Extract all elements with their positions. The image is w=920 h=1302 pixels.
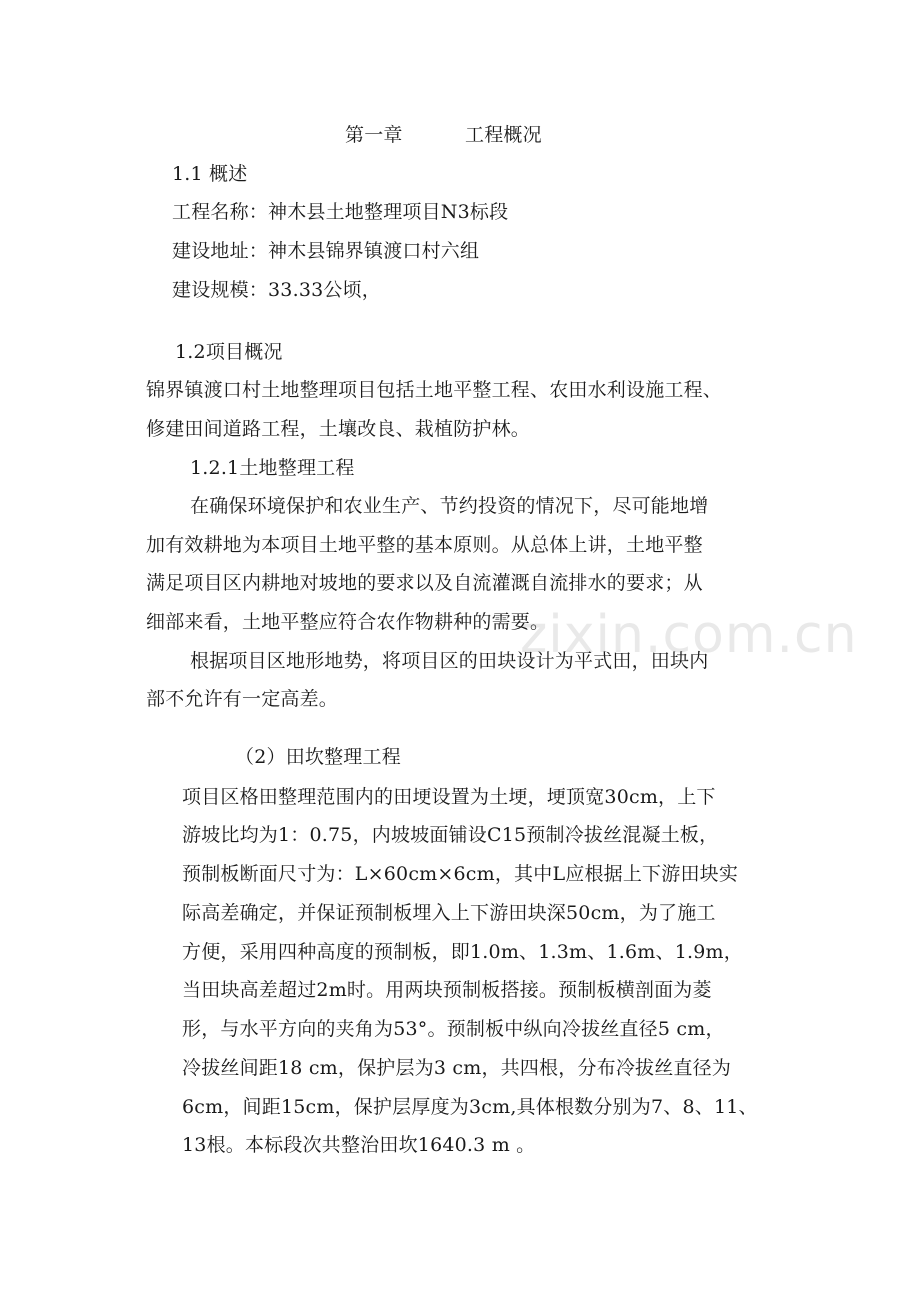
section-1-2-heading: 1.2项目概况 (175, 341, 283, 363)
project-scale: 建设规模：33.33公顷， (172, 279, 381, 301)
watermark: zixin.com.cn (520, 605, 858, 665)
paragraph-line: 当田块高差超过2m时。用两块预制板搭接。预制板横剖面为菱 (182, 979, 712, 1001)
paragraph-line: 游坡比均为1：0.75，内坡坡面铺设C15预制冷拔丝混凝土板， (182, 824, 719, 846)
paragraph-line: 在确保环境保护和农业生产、节约投资的情况下，尽可能地增 (190, 495, 709, 517)
paragraph-line: 满足项目区内耕地对坡地的要求以及自流灌溉自流排水的要求；从 (146, 572, 703, 594)
chapter-number: 第一章 (345, 124, 403, 146)
paragraph-line: 形，与水平方向的夹角为53°。预制板中纵向冷拔丝直径5 cm， (182, 1018, 725, 1040)
chapter-title: 工程概况 (465, 124, 542, 146)
paragraph-line: 预制板断面尺寸为：L×60cm×6cm，其中L应根据上下游田块实 (182, 863, 739, 885)
subsection-2-heading: （2）田坎整理工程 (235, 746, 401, 768)
paragraph-line: 根据项目区地形地势，将项目区的田块设计为平式田，田块内 (190, 650, 709, 672)
paragraph-line: 项目区格田整理范围内的田埂设置为土埂，埂顶宽30cm，上下 (182, 786, 716, 808)
paragraph-line: 部不允许有一定高差。 (146, 688, 339, 710)
paragraph-line: 加有效耕地为本项目土地平整的基本原则。从总体上讲，土地平整 (146, 534, 703, 556)
paragraph-line: 冷拔丝间距18 cm，保护层为3 cm，共四根，分布冷拔丝直径为 (182, 1057, 732, 1079)
paragraph-line: 6cm，间距15cm，保护层厚度为3cm,具体根数分别为7、8、11、 (182, 1096, 758, 1118)
intro-line: 修建田间道路工程，土壤改良、栽植防护林。 (146, 418, 531, 440)
section-1-1-heading: 1.1 概述 (172, 163, 248, 185)
section-1-2-1-heading: 1.2.1土地整理工程 (190, 457, 355, 479)
project-address: 建设地址：神木县锦界镇渡口村六组 (172, 240, 480, 262)
paragraph-line: 13根。本标段次共整治田坎1640.3 m 。 (182, 1134, 536, 1156)
paragraph-line: 际高差确定，并保证预制板埋入上下游田块深50cm，为了施工 (182, 902, 716, 924)
project-name: 工程名称：神木县土地整理项目N3标段 (172, 201, 509, 223)
paragraph-line: 方便，采用四种高度的预制板，即1.0m、1.3m、1.6m、1.9m， (182, 941, 743, 963)
paragraph-line: 细部来看，土地平整应符合农作物耕种的需要。 (146, 611, 550, 633)
intro-line: 锦界镇渡口村土地整理项目包括土地平整工程、农田水利设施工程、 (146, 379, 723, 401)
